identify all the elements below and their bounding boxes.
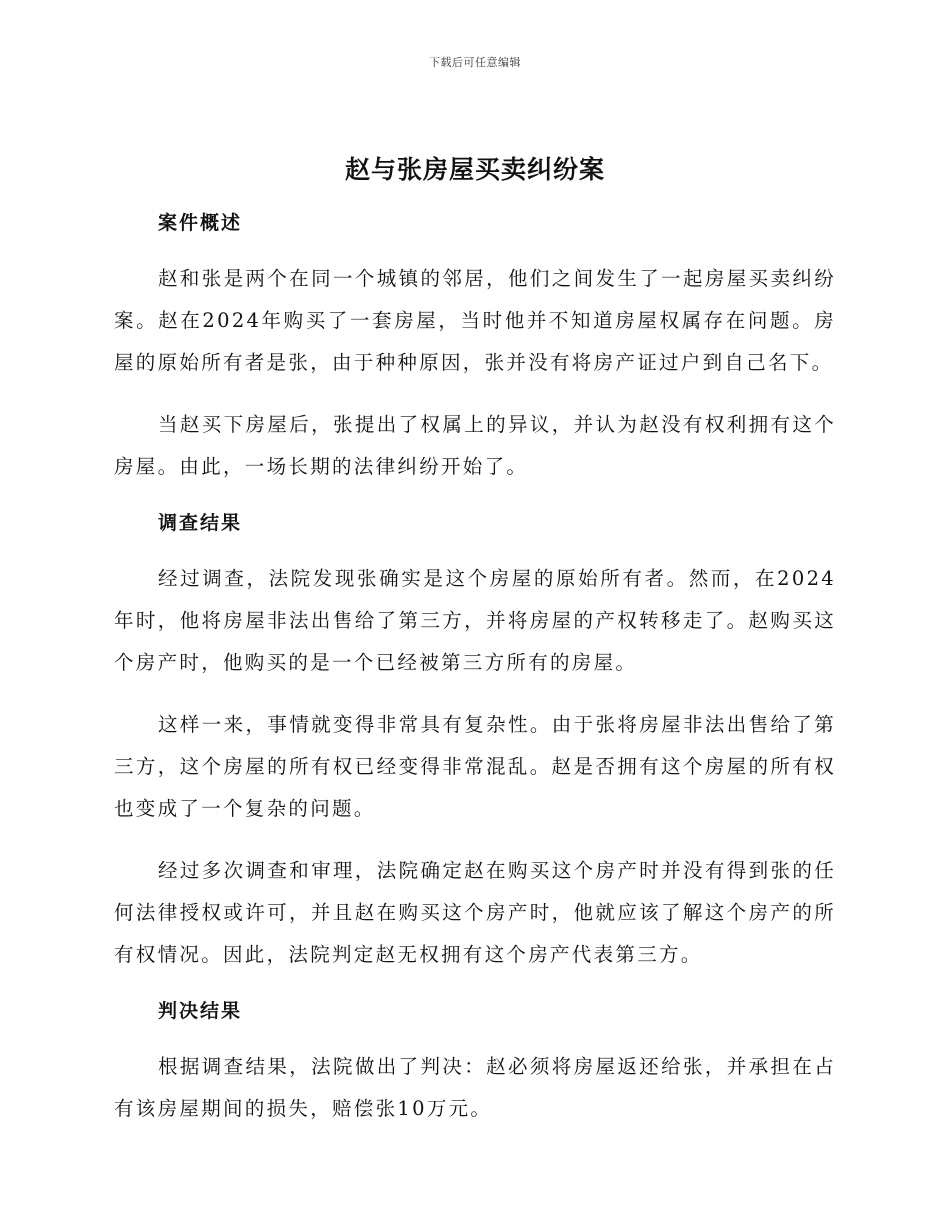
section-heading: 案件概述 [158,212,243,234]
section-investigation-results [114,508,836,976]
section-judgment-results [114,996,836,1130]
header-note: 下载后可任意编辑 [429,56,521,69]
paragraph: 这样一来，事情就变得非常具有复杂性。由于张将房屋非法出售给了第三方，这个房屋的所有权已经变得非常混乱。赵是否拥有这个房屋的所有权也变成了一个复杂的问题。 [114,713,836,820]
section-heading: 调查结果 [158,512,243,534]
paragraph: 经过多次调查和审理，法院确定赵在购买这个房产时并没有得到张的任何法律授权或许可，并且赵在购买这个房产时，他就应该了解这个房产的所有权情况。因此，法院判定赵无权拥有这个房产代表第三方。 [114,859,836,966]
section-heading: 判决结果 [158,1000,243,1022]
section-case-overview [114,208,836,488]
paragraph: 根据调查结果，法院做出了判决：赵必须将房屋返还给张，并承担在占有该房屋期间的损失，赔偿张10万元。 [114,1055,836,1120]
paragraph: 当赵买下房屋后，张提出了权属上的异议，并认为赵没有权利拥有这个房屋。由此，一场长期的法律纠纷开始了。 [114,413,836,478]
paragraph: 经过调查，法院发现张确实是这个房屋的原始所有者。然而，在2024年时，他将房屋非法出售给了第三方，并将房屋的产权转移走了。赵购买这个房产时，他购买的是一个已经被第三方所有的房屋。 [114,567,836,674]
paragraph: 赵和张是两个在同一个城镇的邻居，他们之间发生了一起房屋买卖纠纷案。赵在2024年购买了一套房屋，当时他并不知道房屋权属存在问题。房屋的原始所有者是张，由于种种原因，张并没有将房产证过户到自己名下。 [114,267,836,374]
document-body [114,150,836,1150]
document-title: 赵与张房屋买卖纠纷案 [344,155,605,184]
